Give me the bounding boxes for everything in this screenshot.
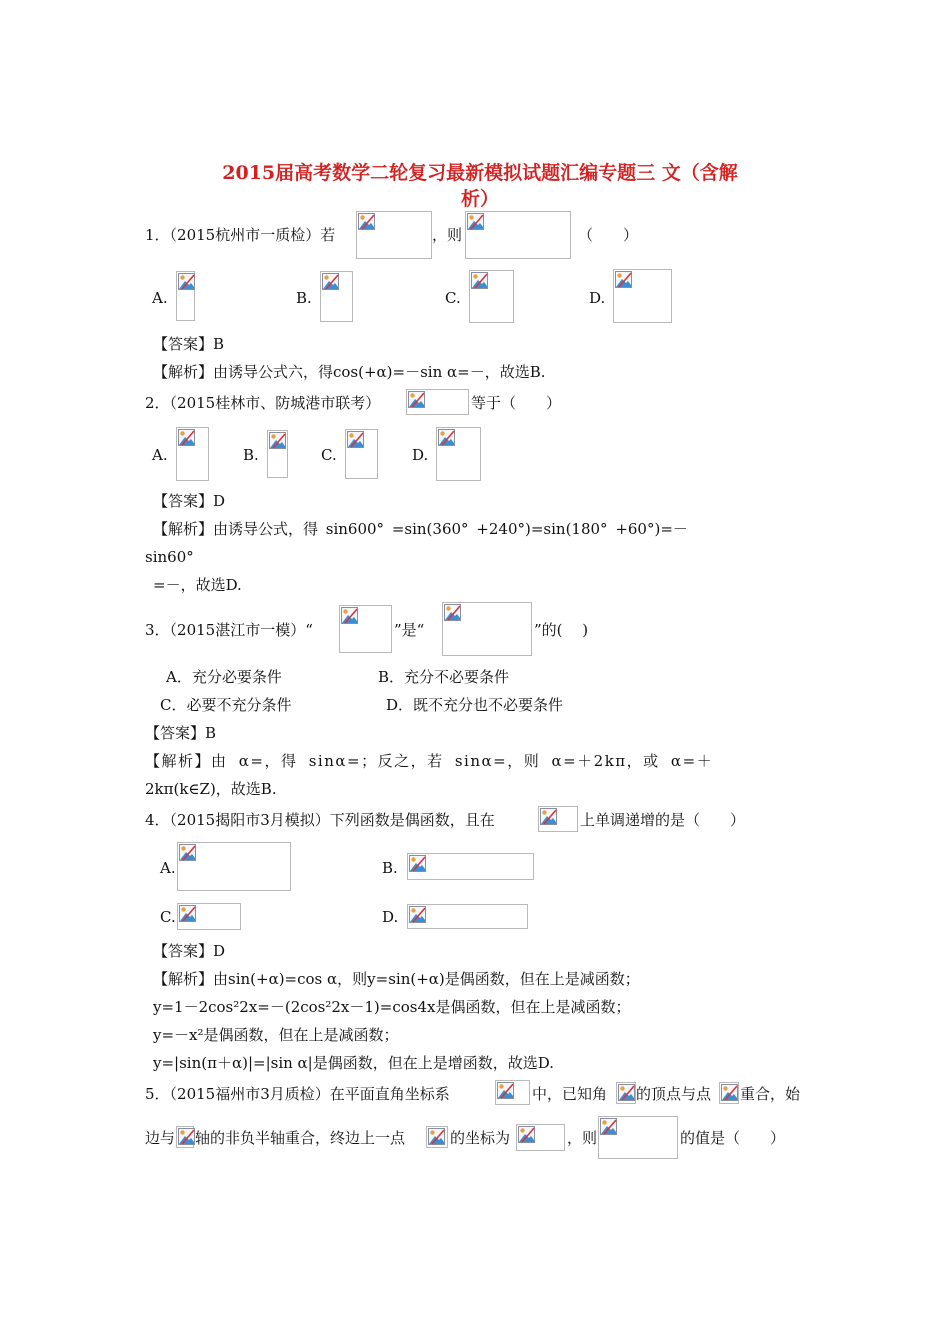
- document-title-line1: 2015届高考数学二轮复习最新模拟试题汇编专题三 文（含解: [222, 162, 738, 184]
- q4-option-c-label: C.: [160, 908, 176, 926]
- q5-stem-part7: 的坐标为: [450, 1129, 511, 1147]
- q1-analysis: 【解析】由诱导公式六，得cos(+α)=－sin α=－，故选B.: [153, 363, 546, 381]
- q1-option-c-image: [469, 270, 514, 323]
- q5-stem-part2: 中，已知角: [532, 1085, 608, 1103]
- q4-interval-image: [538, 806, 578, 832]
- q2-option-b-label: B.: [243, 446, 259, 464]
- q1-option-a-label: A.: [152, 289, 168, 307]
- q4-stem-increasing: 上单调递增的是（ ）: [580, 811, 746, 829]
- q5-axis-image: [176, 1126, 194, 1148]
- q4-option-a-label: A.: [160, 859, 176, 877]
- broken-image-icon: [178, 273, 195, 290]
- q4-analysis-line3: y=－x²是偶函数，但在上是减函数；: [153, 1026, 399, 1044]
- broken-image-icon: [179, 844, 196, 861]
- broken-image-icon: [179, 905, 196, 922]
- q2-formula-image: [406, 389, 469, 415]
- broken-image-icon: [600, 1118, 617, 1135]
- q2-option-d-label: D.: [412, 446, 429, 464]
- q3-stem-of: ”的( ): [534, 621, 589, 639]
- q3-condition-image-1: [339, 605, 392, 653]
- q1-answer: 【答案】B: [153, 335, 225, 353]
- q2-stem: 2．（2015桂林市、防城港市联考）: [145, 394, 381, 412]
- q2-option-b-image: [267, 430, 288, 478]
- q1-option-d-label: D.: [589, 289, 606, 307]
- broken-image-icon: [444, 604, 461, 621]
- q2-option-a-image: [176, 427, 209, 481]
- q1-option-b-label: B.: [296, 289, 312, 307]
- q5-angle-image: [616, 1082, 636, 1104]
- q4-stem: 4．（2015揭阳市3月模拟）下列函数是偶函数，且在: [145, 811, 495, 829]
- broken-image-icon: [497, 1082, 514, 1099]
- q1-paren: （ ）: [578, 226, 639, 244]
- broken-image-icon: [358, 213, 375, 230]
- broken-image-icon: [615, 271, 632, 288]
- q1-option-d-image: [613, 269, 672, 323]
- q1-formula-image-2: [465, 211, 571, 259]
- q5-stem-part5: 边与: [145, 1129, 176, 1147]
- q4-option-d-label: D.: [382, 908, 399, 926]
- q2-option-d-image: [436, 427, 481, 481]
- q5-stem-part9: 的值是（ ）: [680, 1129, 786, 1147]
- q4-option-a-image: [177, 842, 291, 891]
- q1-option-c-label: C.: [445, 289, 461, 307]
- q2-option-a-label: A.: [152, 446, 168, 464]
- q2-answer: 【答案】D: [153, 492, 226, 510]
- q2-stem-equals: 等于（ ）: [471, 394, 562, 412]
- q4-answer: 【答案】D: [153, 942, 226, 960]
- broken-image-icon: [721, 1084, 738, 1101]
- q2-analysis-line2: sin60°: [145, 548, 194, 566]
- q4-analysis-line1: 【解析】由sin(+α)=cos α，则y=sin(+α)是偶函数，但在上是减函数；: [153, 970, 640, 988]
- broken-image-icon: [341, 607, 358, 624]
- broken-image-icon: [540, 808, 557, 825]
- broken-image-icon: [178, 429, 195, 446]
- q3-answer: 【答案】B: [145, 724, 217, 742]
- broken-image-icon: [618, 1084, 635, 1101]
- q1-formula-image-1: [356, 211, 432, 259]
- broken-image-icon: [471, 272, 488, 289]
- q1-stem-then: ，则: [432, 226, 463, 244]
- q3-analysis-line2: 2kπ(k∈Z)，故选B.: [145, 780, 277, 798]
- q1-option-b-image: [320, 271, 353, 322]
- q1-option-a-image: [176, 271, 195, 321]
- q5-expression-image: [598, 1116, 678, 1159]
- q3-option-c: C．必要不充分条件: [160, 696, 292, 714]
- document-title-line2: 析）: [460, 188, 499, 210]
- q2-analysis-line3: =－，故选D.: [153, 576, 242, 594]
- q5-coordinate-system-image: [495, 1080, 530, 1105]
- broken-image-icon: [408, 391, 425, 408]
- q2-option-c-label: C.: [321, 446, 337, 464]
- q3-option-b: B．充分不必要条件: [378, 668, 510, 686]
- q4-analysis-line2: y=1－2cos²2x=－(2cos²2x－1)=cos4x是偶函数，但在上是减函数；: [153, 998, 631, 1016]
- broken-image-icon: [409, 906, 426, 923]
- q5-terminal-point-image: [426, 1126, 448, 1148]
- q5-coordinates-image: [516, 1124, 565, 1151]
- broken-image-icon: [322, 273, 339, 290]
- q3-analysis-line1: 【解析】由 α=，得 sinα=；反之，若 sinα=，则 α=＋2kπ，或 α=＋: [145, 752, 714, 770]
- q5-point-image: [719, 1082, 739, 1104]
- broken-image-icon: [178, 1128, 195, 1145]
- q5-stem-part1: 5．（2015福州市3月质检）在平面直角坐标系: [145, 1085, 450, 1103]
- q4-option-d-image: [407, 904, 528, 929]
- broken-image-icon: [428, 1128, 445, 1145]
- q1-stem: 1．（2015杭州市一质检）若: [145, 226, 336, 244]
- q5-stem-part4: 重合，始: [740, 1085, 801, 1103]
- q5-stem-part3: 的顶点与点: [636, 1085, 712, 1103]
- q2-option-c-image: [345, 429, 378, 479]
- broken-image-icon: [347, 431, 364, 448]
- q4-option-c-image: [177, 903, 241, 930]
- q4-option-b-label: B.: [382, 859, 398, 877]
- q2-analysis-line1: 【解析】由诱导公式，得 sin600° =sin(360° +240°)=sin(180° +60°)=－: [153, 520, 688, 538]
- broken-image-icon: [467, 213, 484, 230]
- q5-stem-part8: ，则: [567, 1129, 598, 1147]
- q3-option-a: A．充分必要条件: [166, 668, 282, 686]
- q4-analysis-line4: y=|sin(π＋α)|=|sin α|是偶函数，但在上是增函数，故选D.: [153, 1054, 554, 1072]
- q4-option-b-image: [407, 853, 534, 880]
- broken-image-icon: [409, 855, 426, 872]
- q3-stem-is: ”是“: [394, 621, 425, 639]
- broken-image-icon: [438, 429, 455, 446]
- q3-option-d: D．既不充分也不必要条件: [386, 696, 564, 714]
- broken-image-icon: [518, 1126, 535, 1143]
- broken-image-icon: [269, 432, 286, 449]
- q5-stem-part6: 轴的非负半轴重合，终边上一点: [195, 1129, 406, 1147]
- q3-stem: 3．（2015湛江市一模）“: [145, 621, 313, 639]
- q3-condition-image-2: [442, 602, 532, 656]
